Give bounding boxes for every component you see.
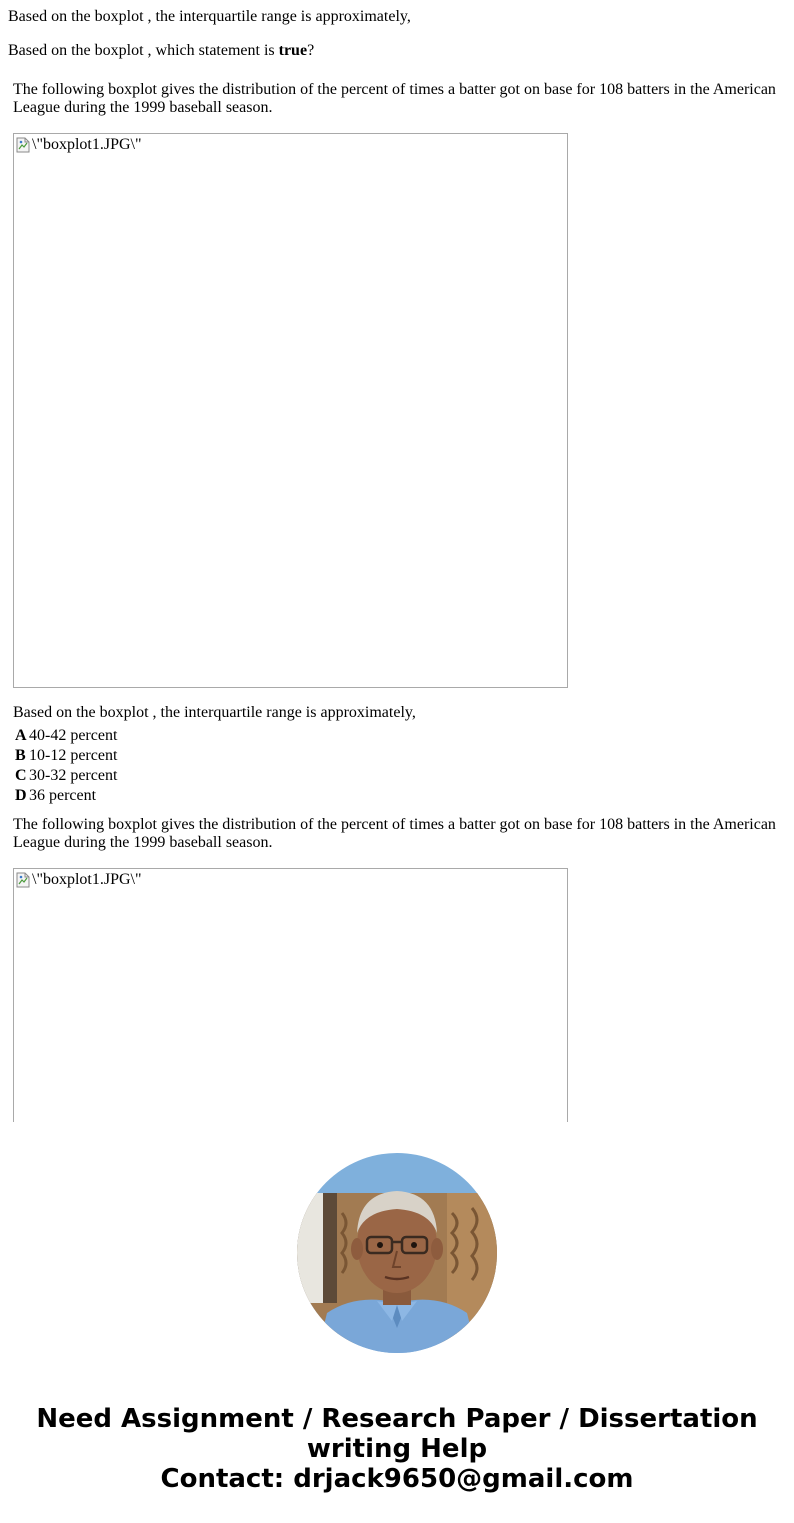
image-alt-text: \"boxplot1.JPG\" — [32, 136, 142, 153]
promo-line-2: writing Help — [306, 1434, 488, 1464]
promo-contact: Contact: drjack9650@gmail.com — [160, 1464, 634, 1494]
option-c-row[interactable] — [15, 767, 117, 785]
sub-question: Based on the boxplot , the interquartile range is approximately, — [13, 704, 416, 721]
question-interquartile: Based on the boxplot , the interquartile range is approximately, — [8, 8, 411, 25]
question-true-statement — [8, 42, 314, 60]
promo-line-1: Need Assignment / Research Paper / Dissertation — [36, 1404, 758, 1434]
intro-paragraph: The following boxplot gives the distribution of the percent of times a batter got on base for 108 batters in the American League during the 1999 baseball season. — [13, 81, 776, 116]
option-text: 30-32 percent — [29, 767, 118, 784]
broken-image-placeholder — [16, 871, 142, 889]
intro-paragraph-repeat: The following boxplot gives the distribution of the percent of times a batter got on base for 108 batters in the American League during the 1999 baseball season. — [13, 816, 776, 851]
option-text: 40-42 percent — [29, 727, 118, 744]
question-true-statement-bold: true — [278, 42, 308, 59]
avatar — [297, 1153, 497, 1353]
promo-banner — [0, 1404, 794, 1494]
option-d-row[interactable] — [15, 787, 117, 805]
question-true-statement-end: ? — [307, 42, 315, 59]
broken-image-icon — [16, 872, 30, 888]
option-letter: B — [15, 747, 26, 764]
option-text: 10-12 percent — [29, 747, 118, 764]
answer-options — [13, 725, 119, 807]
option-text: 36 percent — [29, 787, 97, 804]
question-true-statement-text: Based on the boxplot , which statement is — [8, 42, 279, 59]
option-b-row[interactable] — [15, 747, 117, 765]
boxplot-image-broken — [13, 133, 568, 688]
option-letter: D — [15, 787, 27, 804]
broken-image-placeholder — [16, 136, 142, 154]
option-letter: C — [15, 767, 27, 784]
option-a-row[interactable] — [15, 727, 117, 745]
broken-image-icon — [16, 137, 30, 153]
boxplot-image-broken-repeat — [13, 868, 568, 1122]
image-alt-text: \"boxplot1.JPG\" — [32, 871, 142, 888]
option-letter: A — [15, 727, 27, 744]
